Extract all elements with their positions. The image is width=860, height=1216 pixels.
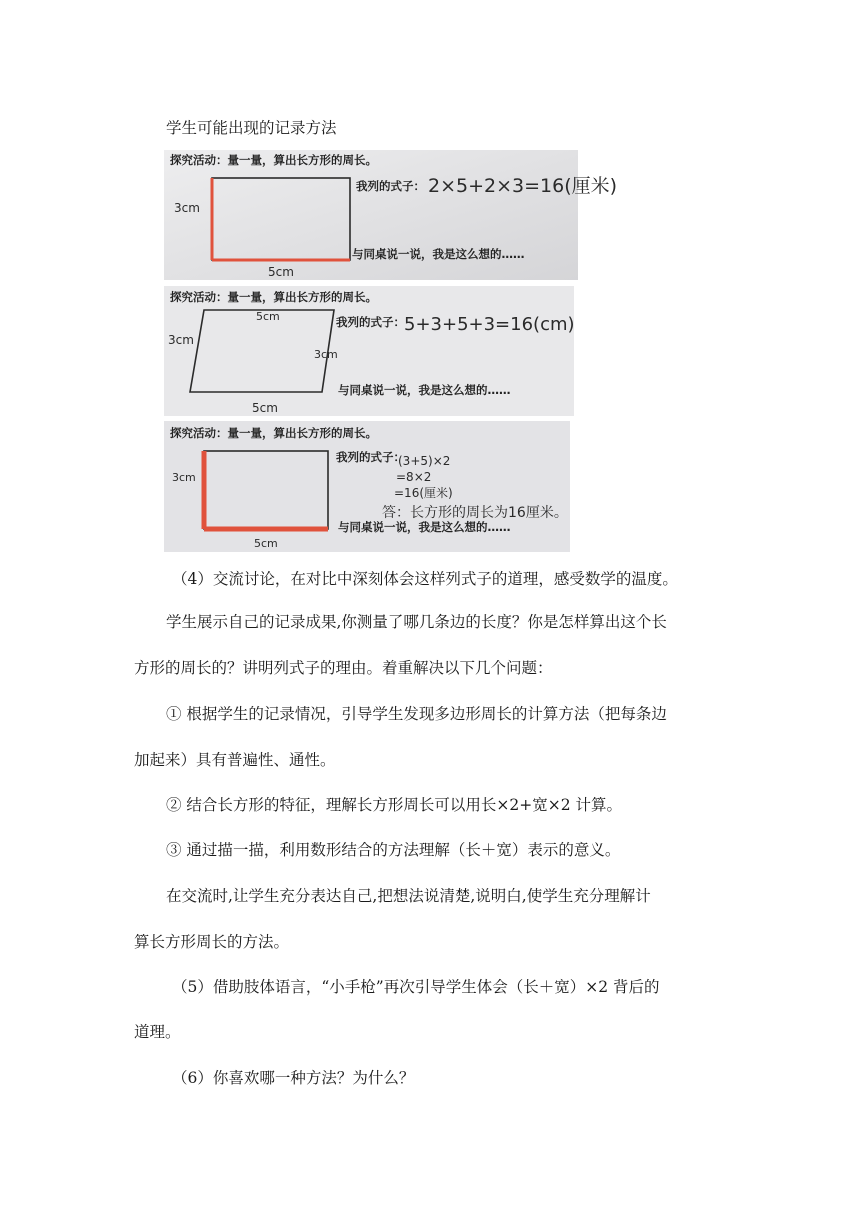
activity-title-1: 探究活动：量一量，算出长方形的周长。 bbox=[170, 153, 377, 167]
activity-title-2: 探究活动：量一量，算出长方形的周长。 bbox=[170, 290, 377, 304]
handwritten-answer-3: 答：长方形的周长为16厘米。 bbox=[382, 505, 568, 521]
side-length-label-3: 3cm bbox=[172, 471, 196, 484]
left-length-label-2: 3cm bbox=[168, 333, 194, 347]
paragraph-step-5-line-1: （5）借助肢体语言，“小手枪”再次引导学生体会（长＋宽）×2 背后的 bbox=[172, 978, 660, 996]
bottom-length-label-3: 5cm bbox=[254, 537, 278, 550]
student-record-photo-2 bbox=[164, 286, 574, 416]
share-prompt-2: 与同桌说一说，我是这么想的…… bbox=[338, 383, 511, 397]
share-prompt-3: 与同桌说一说，我是这么想的…… bbox=[338, 520, 511, 534]
student-record-photo-1 bbox=[164, 150, 618, 280]
side-length-label-1: 3cm bbox=[174, 201, 200, 215]
formula-prompt-1: 我列的式子： bbox=[356, 179, 425, 193]
paragraph-step-5-line-2: 道理。 bbox=[134, 1023, 181, 1041]
formula-prompt-3: 我列的式子： bbox=[336, 450, 405, 464]
activity-title-3: 探究活动：量一量，算出长方形的周长。 bbox=[170, 426, 377, 440]
handwritten-formula-2: 5+3+5+3=16(cm) bbox=[404, 314, 575, 335]
paragraph-step-4: （4）交流讨论，在对比中深刻体会这样列式子的道理，感受数学的温度。 bbox=[172, 570, 678, 588]
share-prompt-1: 与同桌说一说，我是这么想的…… bbox=[352, 247, 525, 261]
right-length-label-2: 3cm bbox=[314, 348, 338, 361]
student-record-photo-3 bbox=[164, 421, 570, 552]
top-length-label-2: 5cm bbox=[256, 310, 280, 323]
list-item-2: ② 结合长方形的特征，理解长方形周长可以用长×2+宽×2 计算。 bbox=[166, 796, 623, 814]
list-item-1-line-2: 加起来）具有普遍性、通性。 bbox=[134, 751, 336, 769]
section-heading: 学生可能出现的记录方法 bbox=[166, 119, 337, 137]
formula-prompt-2: 我列的式子： bbox=[336, 315, 405, 329]
list-item-1-line-1: ① 根据学生的记录情况，引导学生发现多边形周长的计算方法（把每条边 bbox=[166, 705, 667, 723]
paragraph-exchange-line-1: 在交流时,让学生充分表达自己,把想法说清楚,说明白,使学生充分理解计 bbox=[166, 887, 651, 905]
bottom-length-label-2: 5cm bbox=[252, 401, 278, 415]
paragraph-show-line-1: 学生展示自己的记录成果,你测量了哪几条边的长度？你是怎样算出这个长 bbox=[166, 613, 667, 631]
handwritten-formula-line-1: (3+5)×2 bbox=[398, 454, 451, 468]
paragraph-show-line-2: 方形的周长的？讲明列式子的理由。着重解决以下几个问题： bbox=[134, 659, 553, 677]
handwritten-formula-line-2: =8×2 bbox=[396, 470, 432, 484]
handwritten-formula-1: 2×5+2×3=16(厘米) bbox=[428, 175, 618, 197]
handwritten-formula-line-3: =16(厘米) bbox=[394, 486, 453, 500]
list-item-3: ③ 通过描一描，利用数形结合的方法理解（长＋宽）表示的意义。 bbox=[166, 841, 621, 859]
paragraph-step-6: （6）你喜欢哪一种方法？为什么？ bbox=[172, 1069, 415, 1087]
bottom-length-label-1: 5cm bbox=[268, 265, 294, 279]
paragraph-exchange-line-2: 算长方形周长的方法。 bbox=[134, 933, 290, 951]
